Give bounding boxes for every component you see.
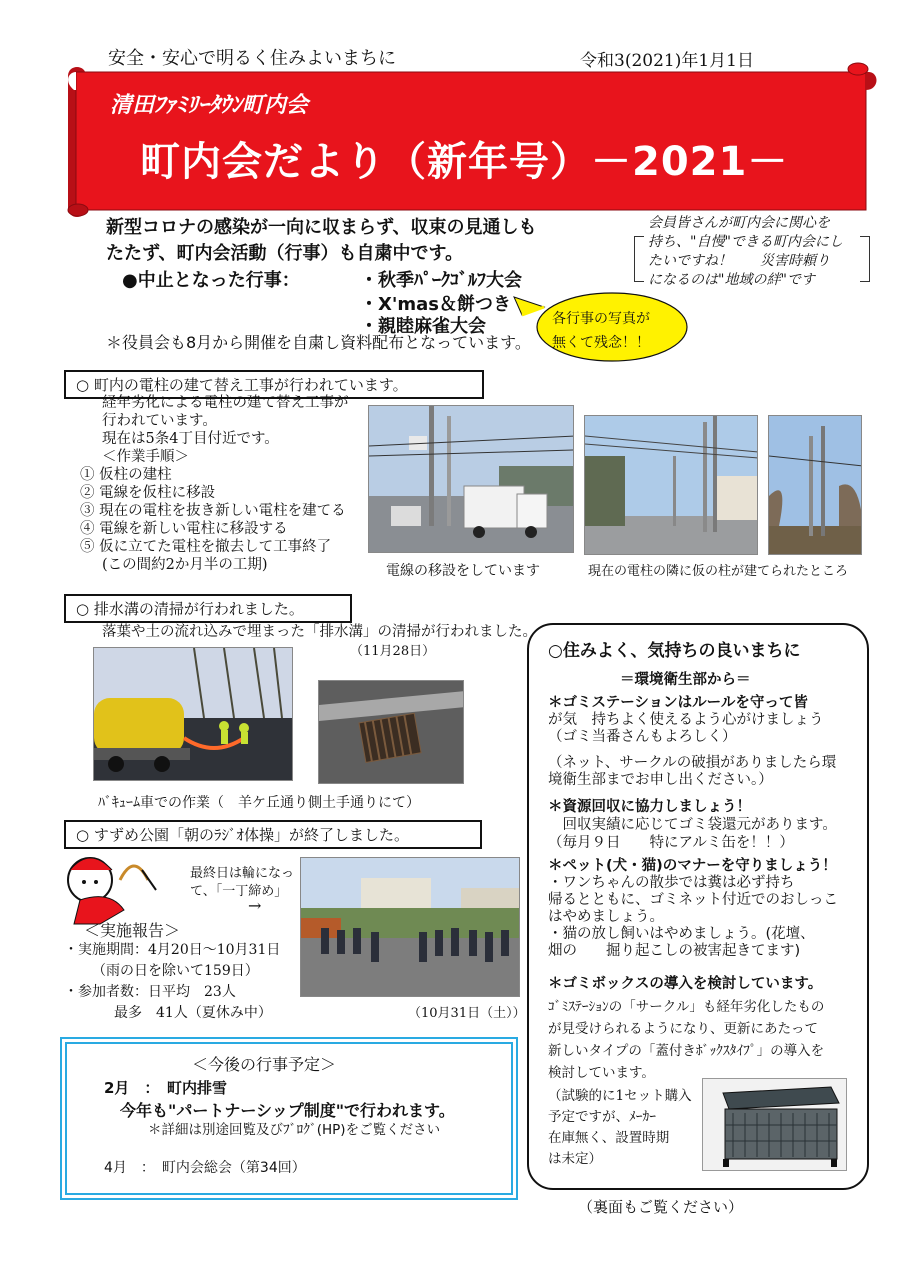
text-line: 帰るとともに、ゴミネット付近でのおしっこ <box>548 892 838 908</box>
side-note-line: たいですね！ 災害時頼り <box>648 253 830 269</box>
report-line: （雨の日を除いて159日） <box>92 963 259 979</box>
photo-new-pole <box>768 415 862 555</box>
slogan: 安全・安心で明るく住みよいまちに <box>108 48 396 69</box>
last-day-note: て、「一丁締め」 <box>190 884 288 899</box>
report-title: ＜実施報告＞ <box>84 921 181 940</box>
drainage-date: （11月28日） <box>350 644 436 659</box>
section-title-exercise: ○ すずめ公園「朝のﾗｼﾞｵ体操」が終了しました。 <box>64 820 482 849</box>
text-line: ＜作業手順＞ <box>102 449 189 465</box>
recycling-note <box>548 798 837 852</box>
photo-drain-grate <box>318 680 464 784</box>
poles-description <box>102 394 349 466</box>
text-line: 回収実績に応じてゴミ袋還元があります。 <box>548 817 837 833</box>
text-line: ・ワンちゃんの散歩では糞は必ず持ち <box>548 875 795 891</box>
text-line: （ネット、サークルの破損がありましたら環 <box>548 755 837 771</box>
report-line: 最多 41人（夏休み中） <box>114 1005 272 1021</box>
text-line: ｺﾞﾐｽﾃｰｼｮﾝの「サークル」も経年劣化したもの <box>548 999 825 1015</box>
report-line: ・実施期間：4月20日～10月31日 <box>64 942 281 958</box>
drainage-description: 落葉や土の流れ込みで埋まった「排水溝」の清掃が行われました。 <box>102 624 537 640</box>
side-note-line: 会員皆さんが町内会に関心を <box>648 215 830 231</box>
text-line: 行われています。 <box>102 413 217 429</box>
bracket-left <box>634 236 644 282</box>
text-line: はやめましょう。 <box>548 909 664 925</box>
text-line: ＊ゴミステーションはルールを守って皆 <box>548 695 808 711</box>
text-line: ＊ペット(犬・猫)のマナーを守りましょう！ <box>548 858 837 874</box>
text-line: 予定ですが、ﾒｰｶｰ <box>548 1109 656 1125</box>
arrow-right-icon: → <box>248 896 262 915</box>
step-item: ④ 電線を新しい電柱に移設する <box>80 521 288 537</box>
photo-exercise-group <box>300 857 520 997</box>
photo-temporary-pole <box>584 415 758 555</box>
text-line: が気 持ちよく使えるよう心がけましょう <box>548 712 824 728</box>
caption-vacuum-truck: ﾊﾞｷｭｰﾑ車での作業（ 羊ケ丘通り側土手通りにて） <box>98 795 420 811</box>
side-note-line: になるのは"地域の絆"です <box>648 272 815 288</box>
pet-manners-note <box>548 858 838 960</box>
text-line: が見受けられるようになり、更新にあたって <box>548 1021 818 1037</box>
garbage-box-purchase-note <box>548 1086 692 1170</box>
text-line: 境衛生部までお申し出ください。） <box>548 772 773 788</box>
step-item: ② 電線を仮柱に移設 <box>80 485 216 501</box>
garbage-station-rules <box>548 695 824 746</box>
cancelled-event: ・秋季ﾊﾟｰｸｺﾞﾙﾌ大会 <box>360 270 522 291</box>
last-day-note: 最終日は輪になっ <box>190 866 295 881</box>
section-title-poles: ○ 町内の電柱の建て替え工事が行われています。 <box>64 370 484 399</box>
photo-garbage-box <box>702 1078 847 1171</box>
org-name: 清田ﾌｧﾐﾘｰﾀｳﾝ町内会 <box>110 93 309 118</box>
photo-vacuum-truck <box>93 647 293 781</box>
caption-temporary-pole: 現在の電柱の隣に仮の柱が建てられたところ <box>588 564 849 579</box>
bubble-text: 無くて残念！！ <box>552 335 650 351</box>
schedule-title: ＜今後の行事予定＞ <box>192 1055 337 1074</box>
newsletter-title: 町内会だより（新年号）－2021－ <box>140 139 789 185</box>
back-page-note: （裏面もご覧ください） <box>578 1198 744 1216</box>
section-title-drainage: ○ 排水溝の清掃が行われました。 <box>64 594 352 623</box>
bubble-text: 各行事の写真が <box>552 311 650 327</box>
schedule-feb-note: ＊詳細は別途回覧及びﾌﾞﾛｸﾞ(HP)をご覧ください <box>148 1122 441 1138</box>
cancelled-label: ●中止となった行事： <box>122 270 300 291</box>
work-steps <box>80 466 346 574</box>
issue-date: 令和3(2021)年1月1日 <box>580 51 754 71</box>
intro-line-2: たたず、町内会活動（行事）も自粛中です。 <box>106 243 464 264</box>
intro-line-1: 新型コロナの感染が一向に収まらず、収束の見通しも <box>106 217 537 238</box>
text-line: 在庫無く、設置時期 <box>548 1130 670 1146</box>
step-item: ⑤ 仮に立てた電柱を撤去して工事終了 <box>80 539 332 555</box>
net-damage-note <box>548 755 836 789</box>
garbage-box-title: ＊ゴミボックスの導入を検討しています。 <box>548 976 823 992</box>
environment-subtitle: ＝環境衛生部から＝ <box>620 672 751 688</box>
step-item: ③ 現在の電柱を抜き新しい電柱を建てる <box>80 503 346 519</box>
caption-pole-work: 電線の移設をしています <box>386 563 540 579</box>
text-line: 経年劣化による電柱の建て替え工事が <box>102 395 349 411</box>
text-line: 新しいタイプの「蓋付きﾎﾞｯｸｽﾀｲﾌﾟ」の導入を <box>548 1043 825 1059</box>
side-note-line: 持ち、"自慢"できる町内会にし <box>648 234 843 250</box>
text-line: （毎月９日 特にアルミ缶を！！） <box>548 835 794 851</box>
text-line: （ゴミ当番さんもよろしく） <box>548 729 737 745</box>
text-line: は未定） <box>548 1151 602 1167</box>
bracket-right <box>860 236 870 282</box>
exercise-report <box>64 940 280 1024</box>
text-line: 現在は5条4丁目付近です。 <box>102 431 279 447</box>
text-line: ＊資源回収に協力しましょう！ <box>548 799 751 815</box>
garbage-box-description <box>548 996 824 1084</box>
cartoon-exercise-figure <box>60 850 164 926</box>
environment-title: ○住みよく、気持ちの良いまちに <box>548 641 801 661</box>
cancelled-event: ・X'mas＆餅つき <box>360 294 512 315</box>
cancelled-event: ・親睦麻雀大会 <box>360 316 486 337</box>
schedule-feb: 2月 ： 町内排雪 <box>104 1079 227 1097</box>
text-line: 畑の 掘り起こしの被害起きてます) <box>548 943 801 959</box>
exercise-photo-date: （10月31日（土）） <box>408 1006 526 1021</box>
board-meeting-note: ＊役員会も8月から開催を自粛し資料配布となっています。 <box>106 333 531 352</box>
text-line: ・猫の放し飼いはやめましょう。(花壇、 <box>548 926 815 942</box>
report-line: ・参加者数：日平均 23人 <box>64 984 236 1000</box>
text-line: 検討しています。 <box>548 1065 655 1081</box>
step-item: ① 仮柱の建柱 <box>80 467 172 483</box>
side-note <box>648 214 843 290</box>
schedule-feb-partnership: 今年も"パートナーシップ制度"で行われます。 <box>120 1101 455 1120</box>
schedule-apr: 4月 ： 町内会総会（第34回） <box>104 1160 306 1176</box>
text-line: （試験的に1セット購入 <box>548 1088 692 1104</box>
photo-pole-work <box>368 405 574 553</box>
work-period: (この間約2か月半の工期) <box>102 557 268 573</box>
